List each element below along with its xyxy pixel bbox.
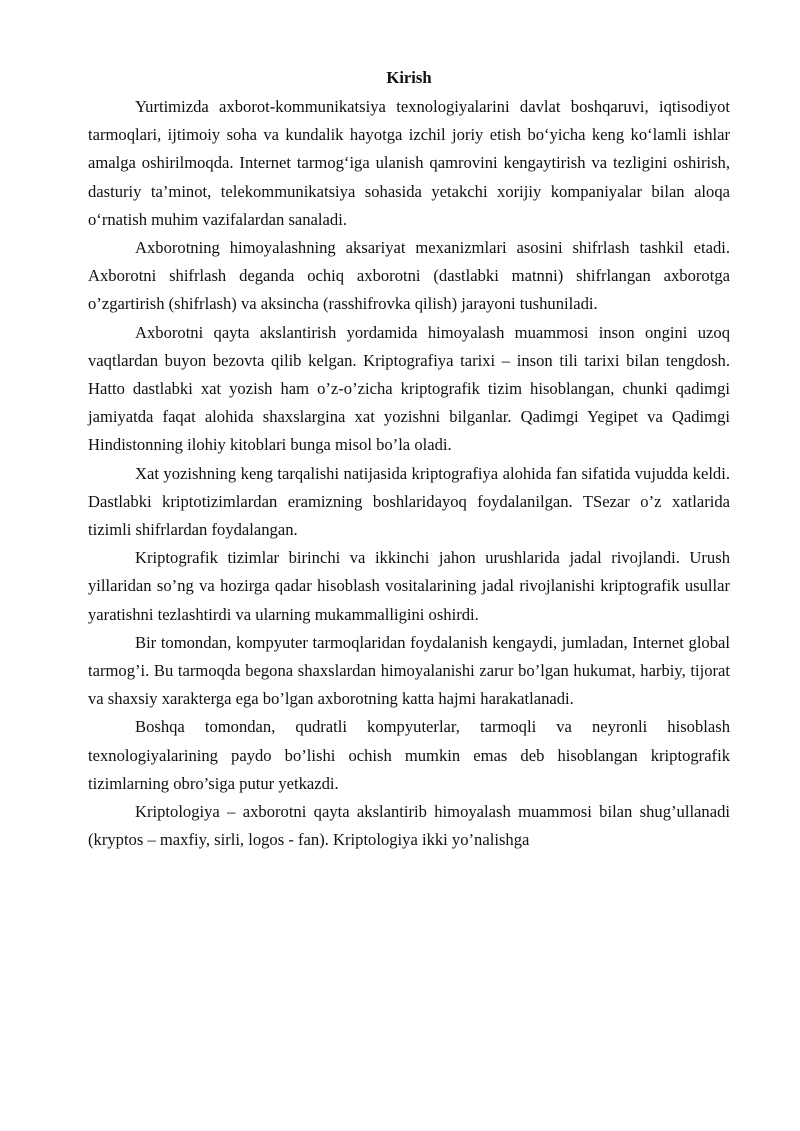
document-page — [88, 64, 730, 854]
paragraph: Bir tomondan, kompyuter tarmoqlaridan foydalanish kengaydi, jumladan, Internet global tarmog’i. Bu tarmoqda begona shaxslardan himoyalanishi zarur bo’lgan hukumat, harbiy, tijorat va shaxsiy xarakterga ega bo’lgan axborotning katta hajmi harakatlanadi. — [88, 632, 730, 709]
paragraph: Boshqa tomondan, qudratli kompyuterlar, tarmoqli va neyronli hisoblash texnologiyalarining paydo bo’lishi ochish mumkin emas deb hisoblangan kriptografik tizimlarning obro’siga putur yetkazdi. — [88, 717, 730, 793]
paragraph: Kriptologiya – axborotni qayta akslantirib himoyalash muammosi bilan shug’ullanadi (kryptos – maxfiy, sirli, logos - fan). Kriptologiya ikki yo’nalishga — [88, 802, 730, 850]
paragraph: Kriptografik tizimlar birinchi va ikkinchi jahon urushlarida jadal rivojlandi. Urush yillaridan so’ng va hozirga qadar hisoblash vositalarining jadal rivojlanishi kriptografik usullar yaratishni tezlashtirdi va ularning mukammalligini oshirdi. — [88, 548, 730, 624]
paragraph: Yurtimizda axborot-kommunikatsiya texnologiyalarini davlat boshqaruvi, iqtisodiyot tarmoqlari, ijtimoiy soha va kundalik hayotga izchil joriy etish bo‘yicha keng ko‘lamli ishlar amalga oshirilmoqda. Internet tarmog‘iga ulanish qamrovini kengaytirish va tezligini oshirish, dasturiy ta’minot, telekommunikatsiya sohasida yetakchi xorijiy kompaniyalar bilan aloqa o‘rnatish muhim vazifalardan sanaladi. — [88, 97, 730, 229]
paragraph: Axborotni qayta akslantirish yordamida himoyalash muammosi inson ongini uzoq vaqtlardan buyon bezovta qilib kelgan. Kriptografiya tarixi – inson tili tarixi bilan tengdosh. Hatto dastlabki xat yozish ham o’z-o’zicha kriptografik tizim hisoblangan, chunki qadimgi jamiyatda faqat alohida shaxslargina xat yozishni bilganlar. Qadimgi Yegipet va Qadimgi Hindistonning ilohiy kitoblari bunga misol bo’la oladi. — [88, 322, 730, 455]
section-title: Kirish — [386, 68, 432, 87]
paragraph: Xat yozishning keng tarqalishi natijasida kriptografiya alohida fan sifatida vujudda keldi. Dastlabki kriptotizimlardan eramizning boshlaridayoq foydalanilgan. TSezar o’z xatlarida tizimli shifrlardan foydalangan. — [88, 463, 730, 540]
paragraph: Axborotning himoyalashning aksariyat mexanizmlari asosini shifrlash tashkil etadi. Axborotni shifrlash deganda ochiq axborotni (dastlabki matnni) shifrlangan axborotga o’zgartirish (shifrlash) va aksincha (rasshifrovka qilish) jarayoni tushuniladi. — [88, 238, 730, 314]
